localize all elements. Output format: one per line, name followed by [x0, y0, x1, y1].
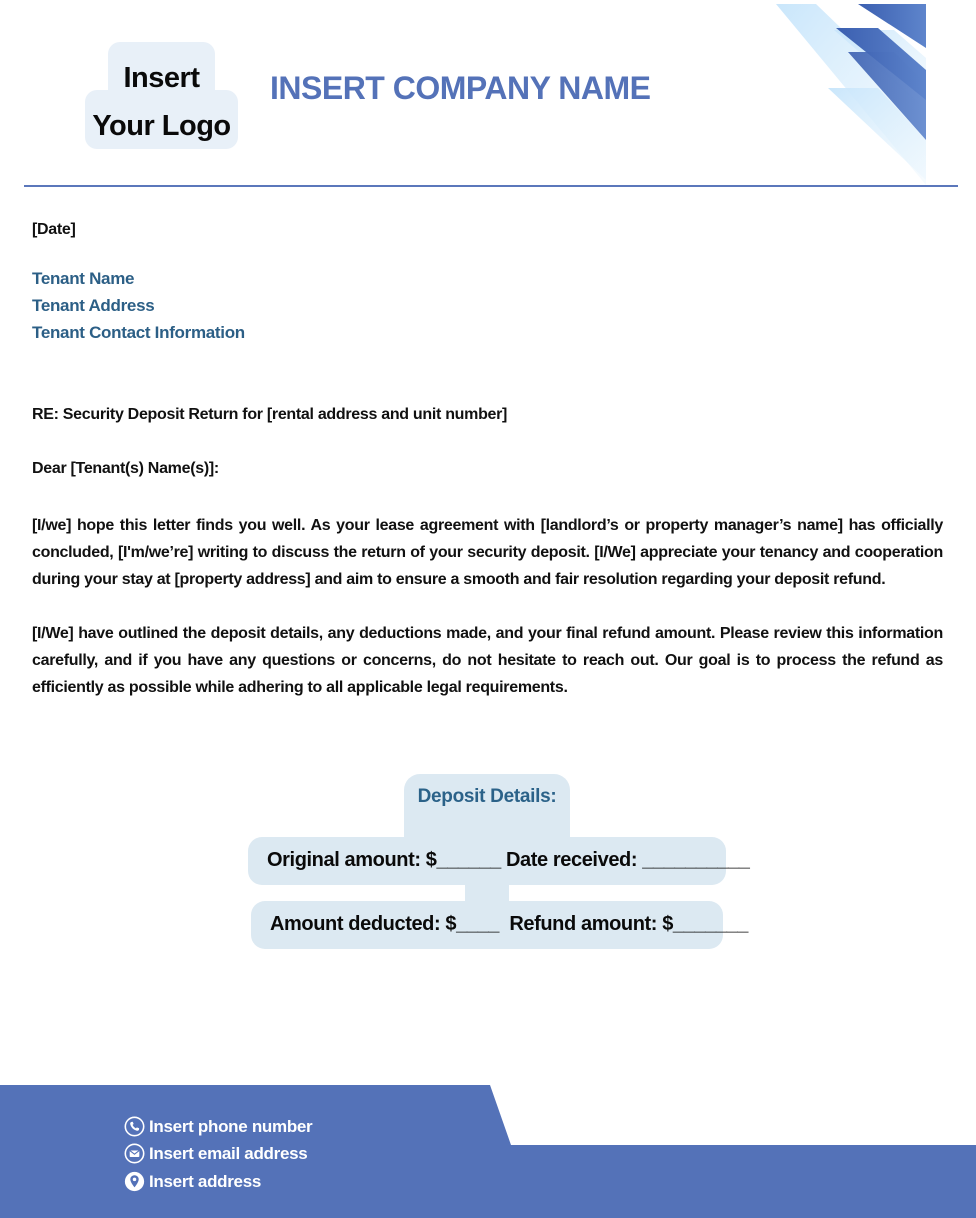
logo-text: [85, 54, 238, 150]
tenant-address: Tenant Address: [32, 296, 155, 315]
footer-email-text: Insert email address: [149, 1143, 308, 1163]
footer-email: [124, 1143, 307, 1164]
letter-subject: RE: Security Deposit Return for [rental address and unit number]: [32, 406, 508, 423]
phone-icon: [124, 1116, 145, 1137]
footer-phone: [124, 1116, 312, 1137]
logo-line-1: Insert: [123, 62, 200, 94]
logo-line-2: Your Logo: [92, 110, 231, 142]
tenant-name: Tenant Name: [32, 269, 135, 288]
logo-placeholder: [85, 42, 238, 149]
deposit-details-title: Deposit Details:: [417, 786, 557, 807]
letter-salutation: Dear [Tenant(s) Name(s)]:: [32, 460, 219, 477]
email-icon: [124, 1143, 145, 1164]
letter-paragraph-2: [I/We] have outlined the deposit details, any deductions made, and your final refund amount. Please review this information carefully, and if you have any questions or concerns, do not hesitate to reach out. Our goal is to process the refund as efficiently as possible while adhering to all applicable legal requirements.: [32, 625, 943, 696]
footer-address-text: Insert address: [149, 1171, 262, 1191]
letter-paragraph-1: [I/we] hope this letter finds you well. As your lease agreement with [landlord’s or property manager’s name] has officially concluded, [I'm/we’re] writing to discuss the return of your security deposit. [I/We] appreciate your tenancy and cooperation during your stay at [property address] and aim to ensure a smooth and fair resolution regarding your deposit refund.: [32, 517, 943, 588]
footer-phone-text: Insert phone number: [149, 1116, 313, 1136]
header-divider: [24, 185, 958, 187]
footer-address: [124, 1171, 261, 1192]
company-name: INSERT COMPANY NAME: [270, 70, 651, 106]
location-pin-icon: [124, 1171, 145, 1192]
tenant-contact: Tenant Contact Information: [32, 323, 245, 342]
corner-decoration-graphic: [776, 0, 936, 190]
letter-date: [Date]: [32, 221, 76, 238]
deposit-row-deducted-refund: Amount deducted: $____ Refund amount: $_______: [270, 913, 748, 935]
deposit-row-original-date: Original amount: $______ Date received: __________: [267, 849, 750, 871]
